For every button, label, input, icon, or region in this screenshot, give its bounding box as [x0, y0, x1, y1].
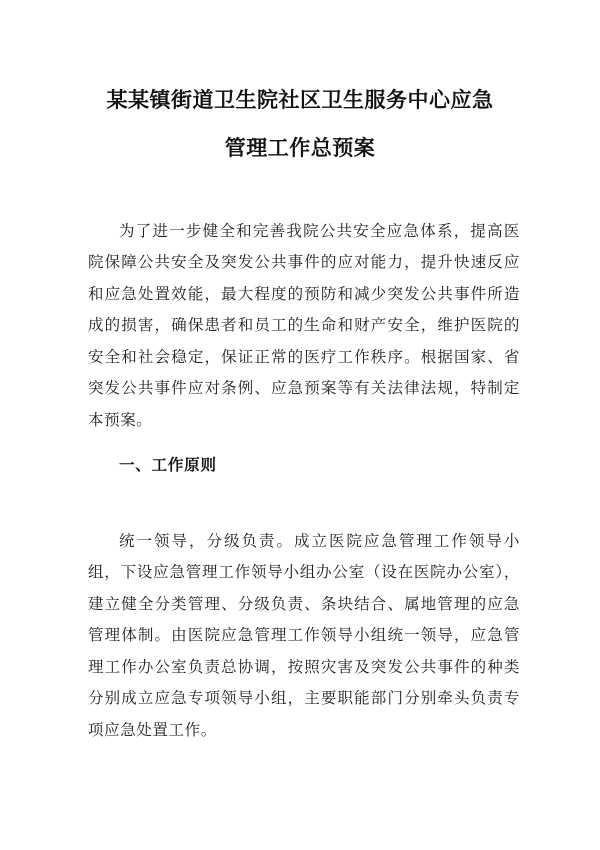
intro-paragraph: 为了进一步健全和完善我院公共安全应急体系，提高医院保障公共安全及突发公共事件的应对能力，提升快速反应和应急处置效能，最大程度的预防和减少突发公共事件所造成的损害，确保患者和员工的生命和财产安全，维护医院的安全和社会稳定，保证正常的医疗工作秩序。根据国家、省突发公共事件应对条例、应急预案等有关法律法规，特制定本预案。 — [88, 221, 520, 429]
document-title-line-1: 某某镇街道卫生院社区卫生服务中心应急 — [106, 88, 494, 112]
section-heading-work-principles: 一、工作原则 — [119, 456, 217, 474]
document-title-line-2: 管理工作总预案 — [224, 136, 376, 160]
section-body-work-principles: 统一领导，分级负责。成立医院应急管理工作领导小组，下设应急管理工作领导小组办公室（设在医院办公室），建立健全分类管理、分级负责、条块结合、属地管理的应急管理体制。由医院应急管理工作领导小组统一领导，应急管理工作办公室负责总协调，按照灾害及突发公共事件的种类分别成立应急专项领导小组，主要职能部门分别牵头负责专项应急处置工作。 — [88, 531, 520, 739]
